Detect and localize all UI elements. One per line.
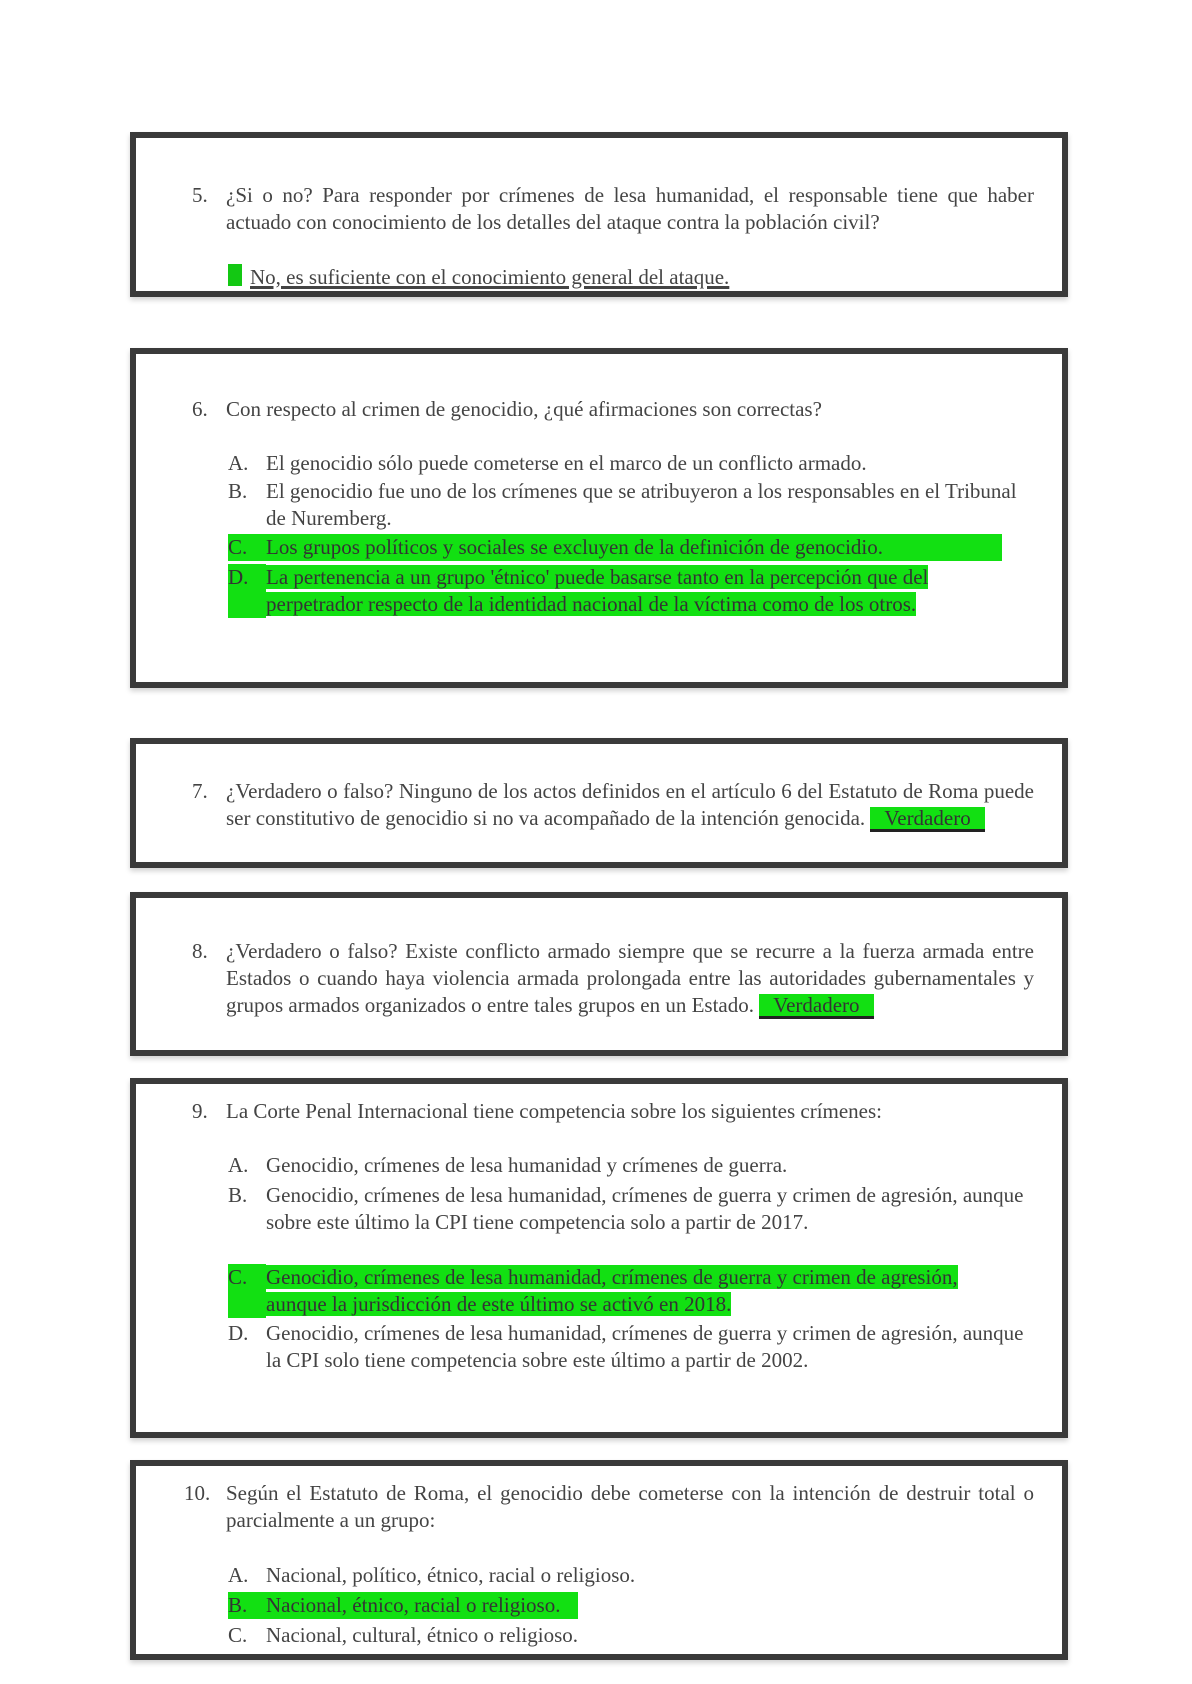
answer-text: No, es suficiente con el conocimiento general del ataque. bbox=[250, 265, 730, 289]
question-10 bbox=[184, 1480, 1034, 1534]
option-letter: A. bbox=[228, 1153, 249, 1177]
question-text-body: ¿Verdadero o falso? Ninguno de los actos definidos en el artículo 6 del Estatuto de Roma puede ser constitutivo de genocidio si no va acompañado de la intención genocida. bbox=[226, 779, 1034, 830]
question-8 bbox=[192, 938, 1034, 1019]
option-letter: B. bbox=[228, 1183, 248, 1207]
option-9a bbox=[228, 1152, 1034, 1179]
question-text: Según el Estatuto de Roma, el genocidio debe cometerse con la intención de destruir total o parcialmente a un grupo: bbox=[226, 1481, 1034, 1532]
question-number: 8. bbox=[192, 939, 208, 963]
option-text: Nacional, étnico, racial o religioso. bbox=[266, 1592, 578, 1619]
option-text-highlight: Genocidio, crímenes de lesa humanidad, crímenes de guerra y crimen de agresión, aunque la jurisdicción de este último se activó en 2018. bbox=[266, 1265, 958, 1316]
option-letter: A. bbox=[228, 1563, 249, 1587]
option-9c bbox=[228, 1264, 962, 1318]
option-10a bbox=[228, 1562, 1034, 1589]
option-9b bbox=[228, 1182, 1034, 1236]
question-number: 5. bbox=[192, 183, 208, 207]
question-number: 9. bbox=[192, 1099, 208, 1123]
option-text: El genocidio fue uno de los crímenes que se atribuyeron a los responsables en el Tribunal de Nuremberg. bbox=[266, 479, 1017, 530]
option-text: Genocidio, crímenes de lesa humanidad, crímenes de guerra y crimen de agresión, aunque la CPI solo tiene competencia sobre este último a partir de 2002. bbox=[266, 1321, 1024, 1372]
option-9d bbox=[228, 1320, 1034, 1374]
question-text: ¿Si o no? Para responder por crímenes de lesa humanidad, el responsable tiene que haber actuado con conocimiento de los detalles del ataque contra la población civil? bbox=[226, 183, 1034, 234]
question-card-8 bbox=[130, 892, 1068, 1056]
inline-answer: Verdadero bbox=[759, 994, 873, 1019]
question-text bbox=[226, 938, 1034, 1019]
option-10b bbox=[228, 1592, 578, 1619]
option-letter: B. bbox=[228, 1592, 266, 1619]
option-text: Los grupos políticos y sociales se excluyen de la definición de genocidio. bbox=[266, 534, 1002, 561]
question-number: 7. bbox=[192, 779, 208, 803]
option-letter: D. bbox=[228, 1321, 249, 1345]
question-card-9 bbox=[130, 1078, 1068, 1438]
question-number: 10. bbox=[184, 1481, 211, 1505]
question-text bbox=[226, 778, 1034, 832]
option-10c bbox=[228, 1622, 1034, 1649]
option-letter: B. bbox=[228, 479, 248, 503]
option-letter: D. bbox=[228, 564, 266, 618]
option-6a bbox=[228, 450, 1034, 477]
question-6 bbox=[192, 396, 1034, 423]
option-6b bbox=[228, 478, 1034, 532]
option-letter: A. bbox=[228, 451, 249, 475]
option-text bbox=[266, 1264, 962, 1318]
option-text: Nacional, político, étnico, racial o religioso. bbox=[266, 1563, 636, 1587]
question-card-6 bbox=[130, 348, 1068, 688]
option-letter: C. bbox=[228, 534, 266, 561]
question-text-body: ¿Verdadero o falso? Existe conflicto armado siempre que se recurre a la fuerza armada entre Estados o cuando haya violencia armada prolongada entre las autoridades gubernamentales y grupos armados organizados o entre tales grupos en un Estado. bbox=[226, 939, 1034, 1017]
question-9 bbox=[192, 1098, 1034, 1125]
question-card-5 bbox=[130, 132, 1068, 297]
question-text: La Corte Penal Internacional tiene competencia sobre los siguientes crímenes: bbox=[226, 1099, 883, 1123]
question-card-10 bbox=[130, 1460, 1068, 1660]
answer-5 bbox=[228, 264, 1034, 291]
inline-answer: Verdadero bbox=[870, 807, 984, 832]
option-letter: C. bbox=[228, 1623, 248, 1647]
question-5 bbox=[192, 182, 1034, 236]
question-text: Con respecto al crimen de genocidio, ¿qué afirmaciones son correctas? bbox=[226, 397, 822, 421]
option-text: Genocidio, crímenes de lesa humanidad y crímenes de guerra. bbox=[266, 1153, 788, 1177]
option-letter: C. bbox=[228, 1264, 266, 1318]
option-text: El genocidio sólo puede cometerse en el marco de un conflicto armado. bbox=[266, 451, 867, 475]
question-7 bbox=[192, 778, 1034, 832]
question-card-7 bbox=[130, 738, 1068, 868]
option-6d bbox=[228, 564, 1018, 618]
question-number: 6. bbox=[192, 397, 208, 421]
option-text: Genocidio, crímenes de lesa humanidad, crímenes de guerra y crimen de agresión, aunque sobre este último la CPI tiene competencia solo a partir de 2017. bbox=[266, 1183, 1024, 1234]
option-6c bbox=[228, 534, 1002, 561]
option-text: Nacional, cultural, étnico o religioso. bbox=[266, 1623, 578, 1647]
option-text-highlight: La pertenencia a un grupo 'étnico' puede basarse tanto en la percepción que del perpetrador respecto de la identidad nacional de la víctima como de los otros. bbox=[266, 565, 929, 616]
option-text bbox=[266, 564, 1018, 618]
answer-marker bbox=[228, 264, 242, 286]
